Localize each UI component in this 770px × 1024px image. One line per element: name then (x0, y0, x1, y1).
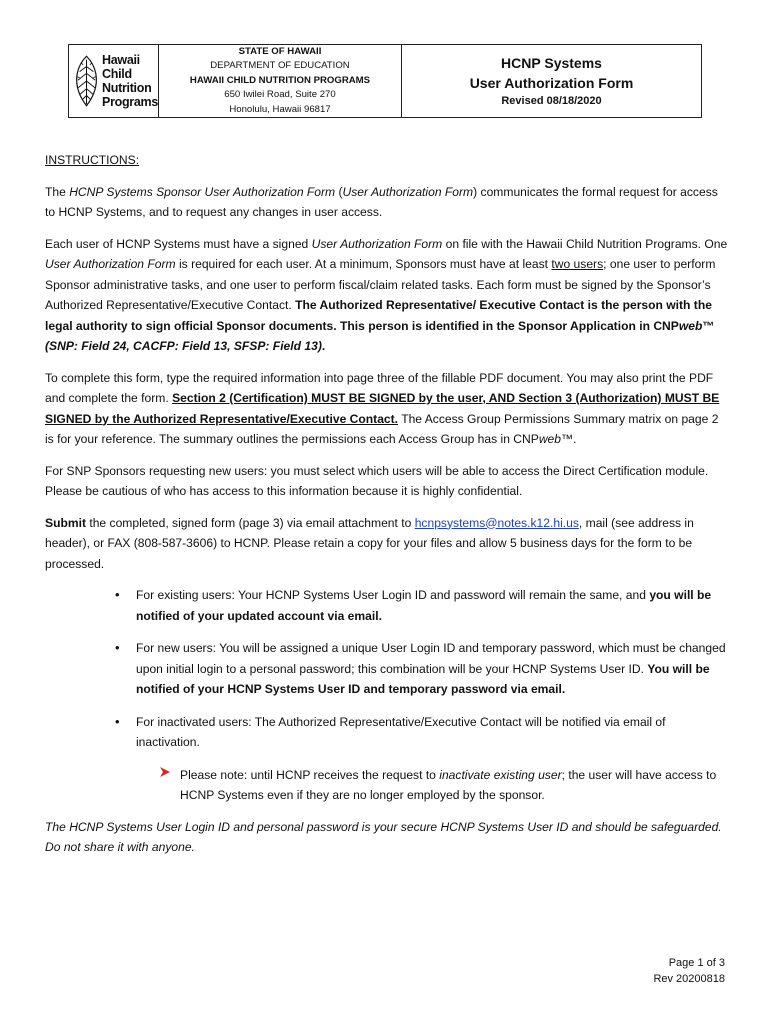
list-item: • For inactivated users: The Authorized Representative/Executive Contact will be notified via email of inactivation. (115, 713, 666, 749)
list-item: • For new users: You will be assigned a unique User Login ID and temporary password, which must be changed upon initial login to a personal password; this combination will be your HCNP Systems User ID. You will be notified of your HCNP Systems User ID and temporary password via email. (115, 640, 726, 696)
paragraph-completion: To complete this form, type the required information into page three of the fillable PDF document. You may also print the PDF and complete the form. Section 2 (Certification) MUST BE SIGNED by the user, AND Section 3 (Authorization) MUST BE SIGNED by the Authorized Representative/Executive Contact. The Access Group Permissions Summary matrix on page 2 is for your reference. The summary outlines the permissions each Access Group has in CNPweb™. (45, 370, 720, 446)
state-name: STATE OF HAWAII (238, 45, 322, 57)
hcnp-logo (69, 45, 159, 117)
page-number: Page 1 of 3 (668, 957, 725, 969)
bullet-icon: • (115, 640, 120, 655)
city-address: Honolulu, Hawaii 96817 (229, 103, 331, 115)
arrow-right-icon (159, 766, 171, 778)
leaf-logo-icon (72, 50, 101, 112)
email-link[interactable]: hcnpsystems@notes.k12.hi.us (414, 515, 579, 530)
revision-code: Rev 20200818 (653, 973, 725, 985)
paragraph-snp: For SNP Sponsors requesting new users: you must select which users will be able to access the Direct Certification module. Please be cautious of who has access to this information because it is highly confidential. (45, 463, 709, 498)
paragraph-submit: Submit the completed, signed form (page 3) via email attachment to hcnpsystems@notes.k12.hi.us, mail (see address in header), or FAX (808-587-3606) to HCNP. Please retain a copy for your files and allow 5 business days for the form to be processed. (45, 515, 694, 571)
logo-wordmark (102, 53, 158, 109)
street-address: 650 Iwilei Road, Suite 270 (224, 89, 336, 101)
department-name: DEPARTMENT OF EDUCATION (210, 60, 350, 72)
instructions-heading: INSTRUCTIONS: (45, 153, 140, 167)
logo-word: Hawaii (102, 53, 140, 67)
list-item: • For existing users: Your HCNP Systems User Login ID and password will remain the same, and you will be notified of your updated account via email. (115, 587, 712, 623)
bullet-icon: • (115, 587, 120, 602)
instructions-body (45, 150, 730, 869)
bullet-icon: • (115, 713, 120, 729)
address-block (159, 45, 402, 117)
form-header (68, 44, 702, 118)
inactivation-note: Please note: until HCNP receives the request to inactivate existing user; the user will have access to HCNP Systems even if they are no longer employed by the sponsor. (45, 765, 730, 806)
paragraph-requirements: Each user of HCNP Systems must have a signed User Authorization Form on file with the Hawaii Child Nutrition Programs. One User Authorization Form is required for each user. At a minimum, Sponsors must have at least two users; one user to perform Sponsor administrative tasks, and one user to perform fiscal/claim related tasks. Each form must be signed by the Sponsor’s Authorized Representative/Executive Contact. The Authorized Representative/ Executive Contact is the person with the legal authority to sign official Sponsor documents. This person is identified in the Sponsor Application in CNPweb™ (SNP: Field 24, CACFP: Field 13, SFSP: Field 13). (45, 236, 728, 353)
user-type-list (45, 585, 730, 753)
page-footer (653, 955, 725, 987)
form-subtitle: User Authorization Form (469, 74, 634, 91)
logo-word: Child (102, 67, 132, 81)
logo-word: Programs (102, 95, 158, 109)
form-title: HCNP Systems (501, 54, 602, 71)
form-title-block (402, 45, 701, 117)
office-name: HAWAII CHILD NUTRITION PROGRAMS (189, 74, 371, 86)
closing-statement: The HCNP Systems User Login ID and personal password is your secure HCNP Systems User ID and should be safeguarded. Do not share it with anyone. (45, 819, 722, 854)
logo-word: Nutrition (102, 81, 152, 95)
revised-date: Revised 08/18/2020 (501, 94, 602, 107)
paragraph-intro: The HCNP Systems Sponsor User Authorization Form (User Authorization Form) communicates the formal request for access to HCNP Systems, and to request any changes in user access. (45, 184, 718, 219)
